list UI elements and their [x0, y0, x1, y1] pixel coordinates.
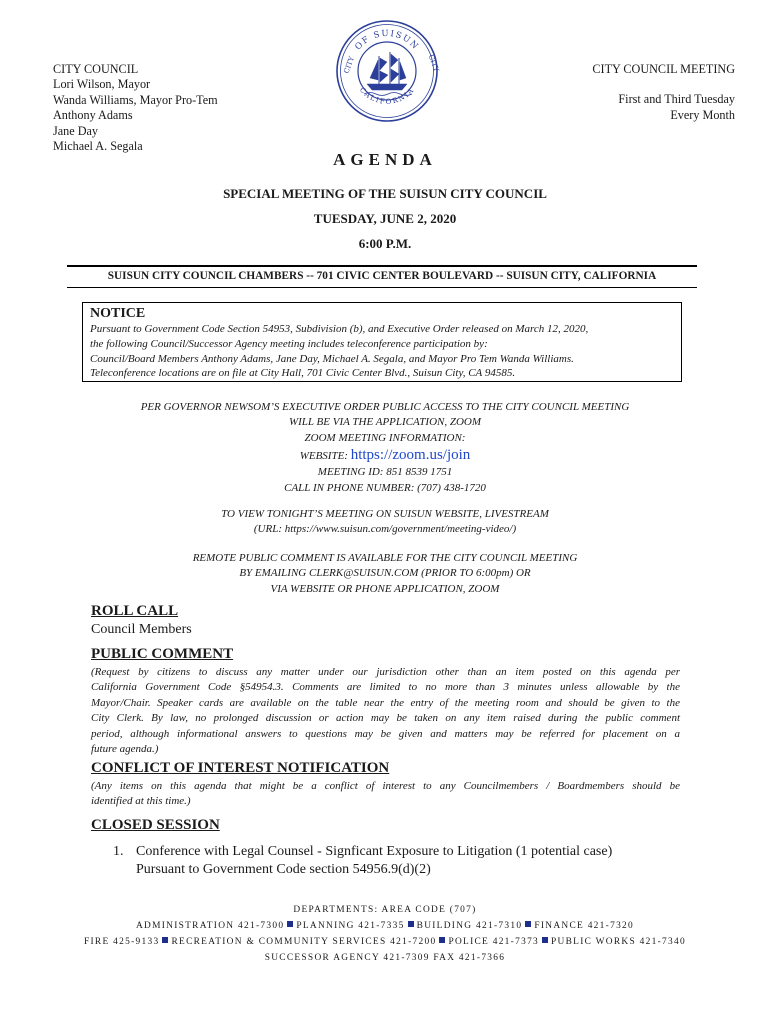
svg-text:CITY: CITY	[426, 53, 440, 73]
meeting-time: 6:00 P.M.	[358, 236, 412, 251]
conflict-text: (Any items on this agenda that might be a conflict of interest to any Councilmembers / Boardmembers should be identified at this time.)	[91, 780, 680, 808]
meeting-title: CITY COUNCIL MEETING	[592, 62, 735, 76]
list-item: 1. Conference with Legal Counsel - Signficant Exposure to Litigation (1 potential case) Pursuant to Government Code section 54956.9(d)(2)	[113, 844, 613, 877]
svg-text:CITY: CITY	[342, 55, 356, 75]
notice-box	[82, 302, 682, 382]
notice-heading: NOTICE	[90, 306, 146, 321]
council-member: Anthony Adams	[53, 108, 133, 123]
agenda-title: AGENDA	[333, 150, 437, 169]
divider	[67, 287, 697, 288]
meeting-schedule-block	[592, 62, 735, 123]
meeting-date: TUESDAY, JUNE 2, 2020	[313, 211, 457, 226]
footer-row: FIRE 425-9133 RECREATION & COMMUNITY SERVICES 421-7200 POLICE 421-7373 PUBLIC WORKS 421-7340	[83, 937, 686, 947]
council-members-block	[53, 62, 218, 154]
square-bullet-icon	[542, 937, 548, 943]
item-number: 1.	[113, 844, 124, 859]
footer-row: ADMINISTRATION 421-7300 PLANNING 421-7335 BUILDING 421-7310 FINANCE 421-7320	[135, 921, 635, 931]
meeting-schedule: First and Third Tuesday	[618, 92, 735, 107]
square-bullet-icon	[287, 921, 293, 927]
svg-text:OF SUISUN: OF SUISUN	[353, 28, 421, 53]
public-access-info: PER GOVERNOR NEWSOM’S EXECUTIVE ORDER PUBLIC ACCESS TO THE CITY COUNCIL MEETING WILL BE VIA THE APPLICATION, ZOOM ZOOM MEETING INFORMATION: WEBSITE: https://zoom.us/join MEETING ID: 851 8539 1751 CALL IN PHONE NUMBER: (707) 438-1720	[0, 400, 770, 496]
council-member: Jane Day	[53, 123, 99, 138]
meeting-location: SUISUN CITY COUNCIL CHAMBERS -- 701 CIVIC CENTER BOULEVARD -- SUISUN CITY, CALIFORNIA	[107, 270, 657, 282]
roll-call-heading: ROLL CALL	[91, 603, 179, 619]
meeting-schedule: Every Month	[670, 107, 735, 122]
svg-text:CALIFORNIA: CALIFORNIA	[357, 85, 417, 106]
roll-call-text: Council Members	[91, 622, 192, 637]
square-bullet-icon	[525, 921, 531, 927]
divider	[67, 265, 697, 267]
square-bullet-icon	[162, 937, 168, 943]
livestream-url: (URL: https://www.suisun.com/government/meeting-video/)	[253, 523, 517, 536]
council-member: Lori Wilson, Mayor	[53, 77, 151, 92]
website-label: WEBSITE:	[299, 450, 351, 463]
public-comment-text: (Request by citizens to discuss any matter under our jurisdiction other than an item posted on this agenda per California Government Code §54954.3. Comments are limited to no more than 3 minutes unless allowable by the Mayor/Chair. Speaker cards are available on the table near the entry of the meeting room and should be given to the City Clerk. By law, no prolonged discussion or action may be taken on any item raised during the public comment period, although informational answers to questions may be given and matters may be referred for placement on a future agenda.)	[91, 666, 680, 756]
footer-departments	[0, 902, 770, 966]
meeting-name: SPECIAL MEETING OF THE SUISUN CITY COUNCIL	[223, 186, 547, 201]
footer-row: SUCCESSOR AGENCY 421-7309 FAX 421-7366	[264, 953, 506, 963]
square-bullet-icon	[408, 921, 414, 927]
closed-session-heading: CLOSED SESSION	[91, 817, 220, 833]
council-title: CITY COUNCIL	[53, 62, 139, 76]
square-bullet-icon	[439, 937, 445, 943]
city-seal-logo	[334, 18, 440, 124]
footer-heading: DEPARTMENTS: AREA CODE (707)	[293, 905, 477, 915]
meeting-id: MEETING ID: 851 8539 1751	[317, 466, 453, 479]
conflict-heading: CONFLICT OF INTEREST NOTIFICATION	[91, 760, 390, 776]
council-member: Wanda Williams, Mayor Pro-Tem	[53, 92, 218, 107]
remote-comment-info: REMOTE PUBLIC COMMENT IS AVAILABLE FOR THE CITY COUNCIL MEETING BY EMAILING CLERK@SUISUN.COM (PRIOR TO 6:00pm) OR VIA WEBSITE OR PHONE APPLICATION, ZOOM	[192, 552, 578, 595]
call-in-number: CALL IN PHONE NUMBER: (707) 438-1720	[284, 481, 486, 494]
notice-text: Pursuant to Government Code Section 54953, Subdivision (b), and Executive Order released on March 12, 2020, the following Council/Successor Agency meeting includes teleconference participation by: Council/Board Members Anthony Adams, Jane Day, Michael A. Segala, and Mayor Pro Tem Wanda Williams. Teleconference locations are on file at City Hall, 701 Civic Center Blvd., Suisun City, CA 94585.	[90, 323, 589, 380]
zoom-join-link[interactable]: https://zoom.us/join	[350, 447, 471, 464]
public-comment-heading: PUBLIC COMMENT	[91, 646, 234, 662]
council-member: Michael A. Segala	[53, 139, 143, 154]
livestream-info: TO VIEW TONIGHT’S MEETING ON SUISUN WEBSITE, LIVESTREAM (URL: https://www.suisun.com/government/meeting-video/)	[0, 507, 770, 538]
